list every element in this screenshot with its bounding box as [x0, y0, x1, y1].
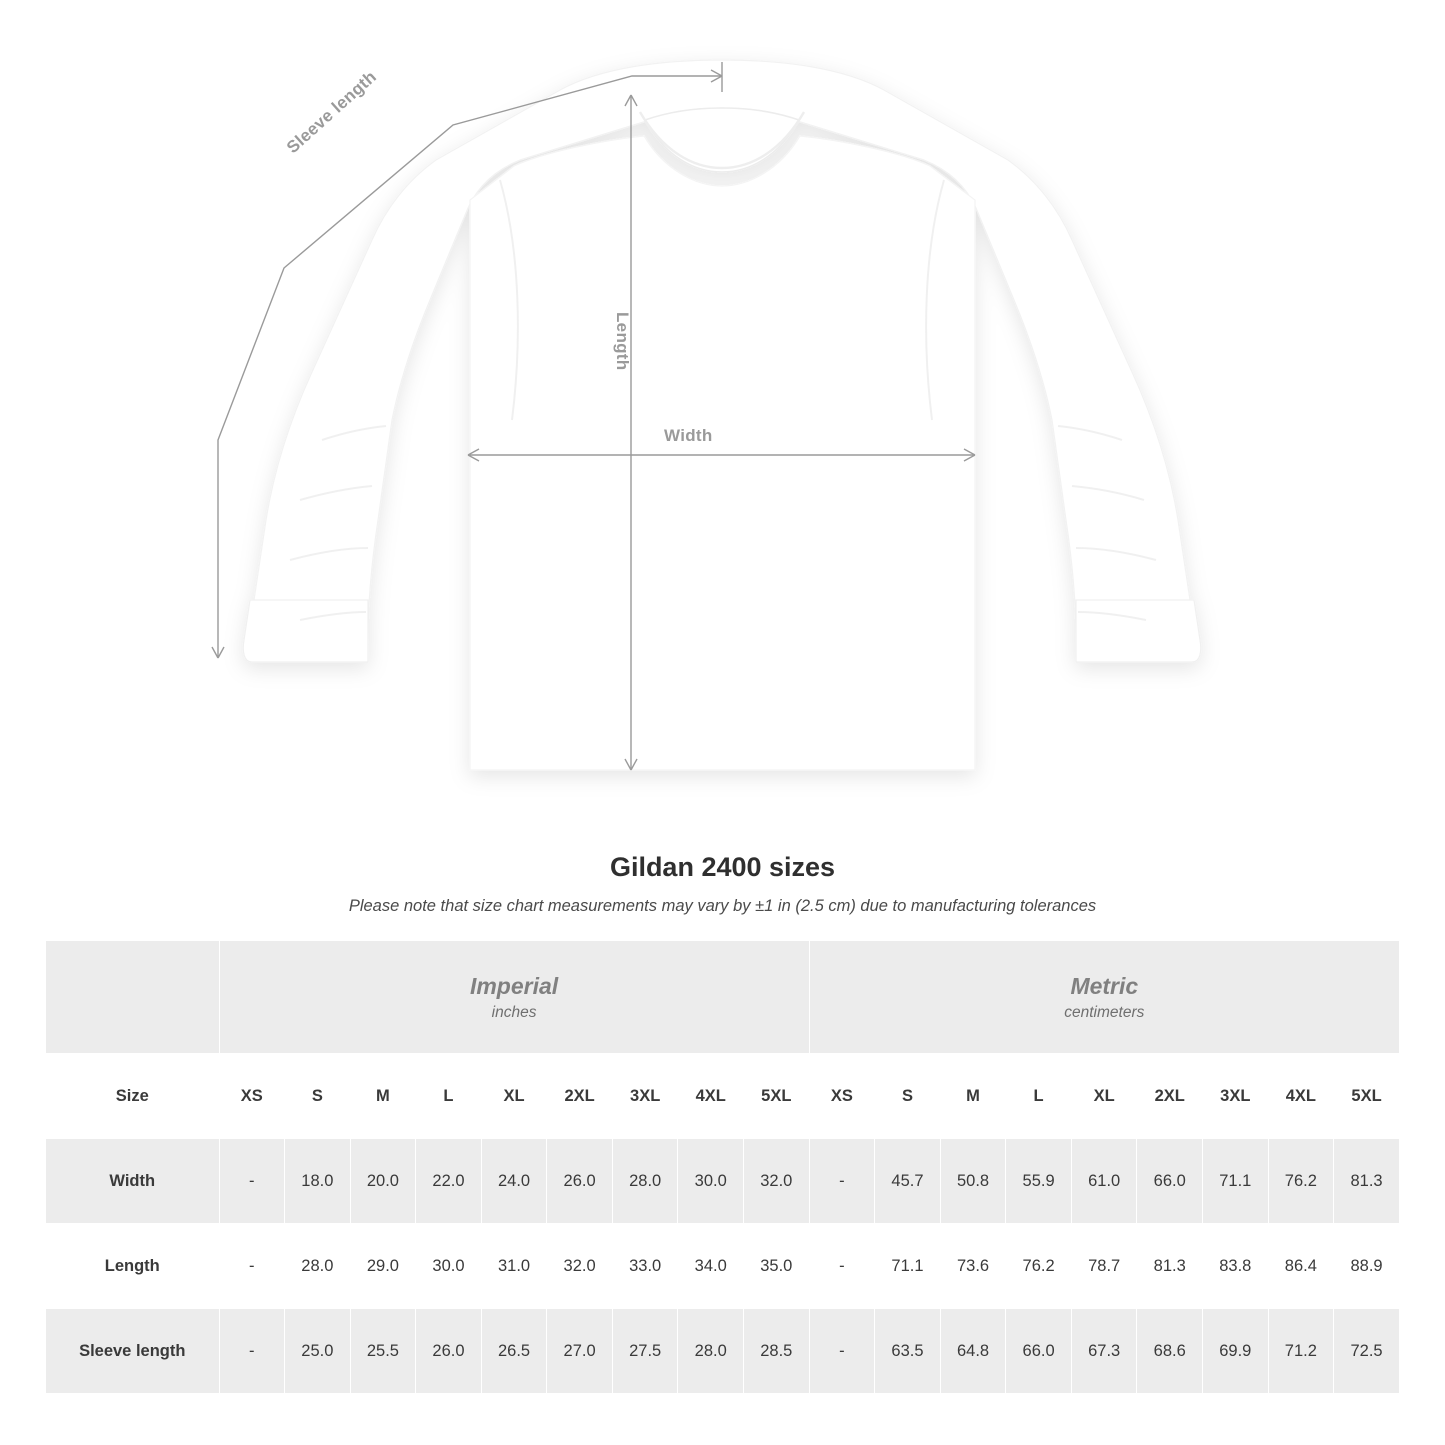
- col-head-met-2xl: 2XL: [1137, 1054, 1203, 1139]
- unit-header-metric: [809, 941, 1399, 1054]
- cell-length-met-2xl: 81.3: [1137, 1224, 1203, 1309]
- cell-width-imp-l: 22.0: [416, 1139, 482, 1224]
- col-head-imp-4xl: 4XL: [678, 1054, 744, 1139]
- unit-title-metric: Metric: [1070, 972, 1139, 999]
- cell-sleeve-met-3xl: 69.9: [1203, 1309, 1269, 1394]
- cell-width-met-l: 55.9: [1006, 1139, 1072, 1224]
- cell-sleeve-met-5xl: 72.5: [1334, 1309, 1400, 1394]
- size-table-wrap: [45, 940, 1400, 1394]
- col-head-imp-3xl: 3XL: [612, 1054, 678, 1139]
- cell-width-imp-4xl: 30.0: [678, 1139, 744, 1224]
- cell-length-met-xl: 78.7: [1071, 1224, 1137, 1309]
- cell-width-imp-s: 18.0: [285, 1139, 351, 1224]
- chart-title: Gildan 2400 sizes: [609, 852, 836, 882]
- cell-width-met-xs: -: [809, 1139, 875, 1224]
- size-header-row: [46, 1054, 1400, 1139]
- col-head-imp-xs: XS: [219, 1054, 285, 1139]
- cell-sleeve-imp-2xl: 27.0: [547, 1309, 613, 1394]
- cell-length-imp-s: 28.0: [285, 1224, 351, 1309]
- cell-sleeve-imp-3xl: 27.5: [612, 1309, 678, 1394]
- row-label-length: Length: [46, 1224, 220, 1309]
- title-block: [0, 852, 1445, 916]
- cell-width-imp-5xl: 32.0: [744, 1139, 810, 1224]
- label-sleeve-length: Sleeve length: [283, 67, 381, 158]
- unit-sub-metric: centimeters: [1064, 1004, 1145, 1022]
- col-head-imp-5xl: 5XL: [744, 1054, 810, 1139]
- col-head-met-xs: XS: [809, 1054, 875, 1139]
- cell-length-imp-3xl: 33.0: [612, 1224, 678, 1309]
- cell-length-met-m: 73.6: [940, 1224, 1006, 1309]
- cell-length-imp-xl: 31.0: [481, 1224, 547, 1309]
- col-head-met-3xl: 3XL: [1203, 1054, 1269, 1139]
- col-head-imp-xl: XL: [481, 1054, 547, 1139]
- col-head-imp-l: L: [416, 1054, 482, 1139]
- cell-sleeve-imp-xs: -: [219, 1309, 285, 1394]
- unit-header-imperial: [219, 941, 809, 1054]
- cell-width-imp-2xl: 26.0: [547, 1139, 613, 1224]
- cell-length-met-l: 76.2: [1006, 1224, 1072, 1309]
- cell-width-met-5xl: 81.3: [1334, 1139, 1400, 1224]
- cell-width-met-2xl: 66.0: [1137, 1139, 1203, 1224]
- cell-length-met-xs: -: [809, 1224, 875, 1309]
- cell-length-met-4xl: 86.4: [1268, 1224, 1334, 1309]
- cell-length-imp-m: 29.0: [350, 1224, 416, 1309]
- cell-width-imp-3xl: 28.0: [612, 1139, 678, 1224]
- unit-title-imperial: Imperial: [469, 972, 559, 999]
- unit-header-spacer: [46, 941, 220, 1054]
- cell-sleeve-imp-5xl: 28.5: [744, 1309, 810, 1394]
- cell-sleeve-met-2xl: 68.6: [1137, 1309, 1203, 1394]
- cell-sleeve-imp-xl: 26.5: [481, 1309, 547, 1394]
- col-head-met-5xl: 5XL: [1334, 1054, 1400, 1139]
- cell-length-imp-4xl: 34.0: [678, 1224, 744, 1309]
- table-row: [46, 1224, 1400, 1309]
- cell-length-met-s: 71.1: [875, 1224, 941, 1309]
- cell-length-imp-xs: -: [219, 1224, 285, 1309]
- size-header-label: Size: [46, 1054, 220, 1139]
- label-width: Width: [664, 426, 713, 445]
- cell-sleeve-imp-4xl: 28.0: [678, 1309, 744, 1394]
- cell-sleeve-met-m: 64.8: [940, 1309, 1006, 1394]
- cell-width-imp-xs: -: [219, 1139, 285, 1224]
- cell-length-met-5xl: 88.9: [1334, 1224, 1400, 1309]
- cell-length-imp-l: 30.0: [416, 1224, 482, 1309]
- row-label-width: Width: [46, 1139, 220, 1224]
- shirt-shape: [243, 60, 1200, 770]
- col-head-imp-m: M: [350, 1054, 416, 1139]
- cell-width-met-m: 50.8: [940, 1139, 1006, 1224]
- cell-length-met-3xl: 83.8: [1203, 1224, 1269, 1309]
- cell-width-met-4xl: 76.2: [1268, 1139, 1334, 1224]
- cell-width-met-s: 45.7: [875, 1139, 941, 1224]
- col-head-met-s: S: [875, 1054, 941, 1139]
- col-head-imp-2xl: 2XL: [547, 1054, 613, 1139]
- label-length: Length: [613, 312, 632, 371]
- cell-width-met-3xl: 71.1: [1203, 1139, 1269, 1224]
- unit-sub-imperial: inches: [491, 1004, 537, 1022]
- unit-header-row: [46, 941, 1400, 1054]
- cell-sleeve-met-xs: -: [809, 1309, 875, 1394]
- cell-sleeve-met-s: 63.5: [875, 1309, 941, 1394]
- table-row: [46, 1139, 1400, 1224]
- col-head-met-4xl: 4XL: [1268, 1054, 1334, 1139]
- cell-sleeve-met-xl: 67.3: [1071, 1309, 1137, 1394]
- cell-sleeve-imp-s: 25.0: [285, 1309, 351, 1394]
- col-head-imp-s: S: [285, 1054, 351, 1139]
- row-label-sleeve-length: Sleeve length: [46, 1309, 220, 1394]
- cell-length-imp-5xl: 35.0: [744, 1224, 810, 1309]
- cell-sleeve-imp-m: 25.5: [350, 1309, 416, 1394]
- cell-sleeve-imp-l: 26.0: [416, 1309, 482, 1394]
- cell-width-met-xl: 61.0: [1071, 1139, 1137, 1224]
- cell-width-imp-m: 20.0: [350, 1139, 416, 1224]
- chart-note: Please note that size chart measurements may vary by ±1 in (2.5 cm) due to manufacturing tolerances: [348, 897, 1097, 915]
- cell-sleeve-met-l: 66.0: [1006, 1309, 1072, 1394]
- cell-length-imp-2xl: 32.0: [547, 1224, 613, 1309]
- cell-width-imp-xl: 24.0: [481, 1139, 547, 1224]
- col-head-met-l: L: [1006, 1054, 1072, 1139]
- col-head-met-xl: XL: [1071, 1054, 1137, 1139]
- size-table: [45, 940, 1400, 1394]
- table-row: [46, 1309, 1400, 1394]
- col-head-met-m: M: [940, 1054, 1006, 1139]
- cell-sleeve-met-4xl: 71.2: [1268, 1309, 1334, 1394]
